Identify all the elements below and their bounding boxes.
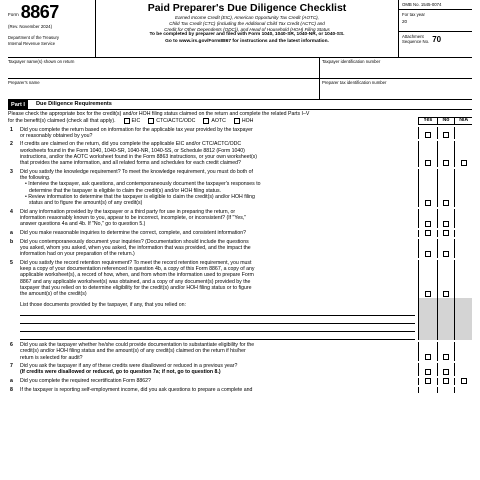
preparer-name-field[interactable]: Preparer's name [8, 79, 320, 99]
indent [8, 298, 20, 340]
checkbox-no[interactable] [443, 200, 449, 206]
checkbox-yes[interactable] [425, 200, 431, 206]
checkbox-no[interactable] [443, 378, 449, 384]
answer-columns [418, 239, 472, 258]
column-header-na: N/A [454, 117, 472, 125]
question-line: the amount(s) of the credit(s) [20, 291, 87, 298]
checkbox-no[interactable] [443, 251, 449, 257]
question-line: Did you make reasonable inquiries to determine the correct, complete, and consistent information? [20, 229, 247, 236]
answer-cell-no [437, 260, 455, 298]
question-line: Did you contemporaneously document your inquiries? (Documentation should include the questions [20, 238, 249, 245]
question-text [20, 169, 418, 207]
answer-column-headers [418, 117, 472, 125]
attachment-sequence [399, 32, 472, 46]
checkbox-yes[interactable] [425, 160, 431, 166]
department-name: Department of the Treasury [8, 35, 59, 41]
checkbox-na[interactable] [461, 378, 467, 384]
checkbox-no[interactable] [443, 230, 449, 236]
question-line: worksheets found in the Form 1040, 1040-SR, 1040-NR, 1040-SS, or Schedule 8812 (Form 1040) [20, 147, 245, 154]
answer-cell-na [454, 239, 472, 258]
form-number: 8867 [20, 2, 59, 22]
question-number: 2 [10, 141, 13, 148]
subtitle-line: Child Tax Credit (CTC) (including the Additional Child Tax Credit (ACTC) and [169, 20, 325, 26]
question-line: Did any information provided by the taxpayer or a third party for use in preparing the return, or [20, 208, 236, 215]
answer-cell-yes [419, 378, 437, 385]
answer-cell-na [454, 169, 472, 207]
form-header [8, 0, 472, 58]
checkbox-no[interactable] [443, 132, 449, 138]
answer-columns [418, 342, 472, 361]
question-number: 8 [10, 386, 13, 393]
preparer-ptin-field[interactable]: Preparer tax identification number [322, 80, 387, 85]
attachment-label: Attachment [402, 34, 424, 40]
question-number: b [10, 238, 14, 245]
answer-cell-no [437, 209, 455, 228]
omb-number: OMB No. 1545-0074 [399, 0, 472, 10]
answer-cell-na [454, 342, 472, 361]
question-line: information reasonably known to you, appear to be incorrect, incomplete, or inconsistent? (If "Yes," [20, 214, 247, 221]
question-line: credit(s) and/or HOH filing status and the amount(s) of any credit(s) claimed on the return if his/her [20, 348, 246, 355]
bullet-line: • Interview the taxpayer, ask questions, and contemporaneously document the taxpayer's responses to [25, 181, 261, 188]
answer-cell-na [454, 127, 472, 140]
answer-cell-no [437, 378, 455, 385]
answer-columns [418, 141, 472, 166]
answer-columns [418, 230, 472, 237]
question-line: Did you satisfy the record retention requirement? To meet the record retention requirement, you must [20, 259, 252, 266]
checkbox-no[interactable] [443, 291, 449, 297]
answer-columns [418, 209, 472, 228]
document-list-block [8, 298, 472, 340]
sequence-number: 70 [432, 34, 442, 44]
question-line: applicable worksheet(s), a record of how, when, and from whom the information used to prepare Form [20, 272, 254, 279]
answer-cell-no [437, 127, 455, 140]
option-label: CTC/ACTC/ODC [156, 117, 196, 124]
question-line: the following. [20, 174, 51, 181]
question-text [20, 127, 418, 140]
checkbox-na[interactable] [461, 160, 467, 166]
question-number: a [10, 377, 13, 384]
answer-columns [418, 169, 472, 207]
form-word: Form [8, 12, 19, 18]
question-row [8, 230, 472, 237]
filing-instruction: To be completed by preparer and filed with Form 1040, 1040-SR, 1040-NR, or 1040-SS. [149, 32, 345, 38]
answer-cell-yes [419, 127, 437, 140]
question-row [8, 209, 472, 228]
question-number: 1 [10, 126, 13, 133]
question-row [8, 363, 472, 376]
answer-cell-no [437, 342, 455, 361]
question-number: 3 [10, 168, 13, 175]
website-instruction: Go to www.irs.gov/Form8867 for instructions and the latest information. [165, 38, 329, 44]
checkbox-no[interactable] [443, 354, 449, 360]
answer-cell-yes [419, 342, 437, 361]
subtitle-line: Credit for Other Dependents (ODC)), and Head of Household (HOH) Filing Status [164, 26, 330, 32]
question-instruction: (If credits were disallowed or reduced, go to question 7a; if not, go to question 8.) [20, 369, 221, 376]
document-entry-line[interactable] [20, 324, 415, 332]
bullet-line: • Review information to determine that the taxpayer is eligible to claim the credit(s) and/or HOH filing [25, 193, 255, 200]
answer-columns [418, 387, 472, 393]
answer-cell-yes [419, 387, 437, 393]
preparer-name-row [8, 79, 472, 100]
question-row [8, 260, 472, 298]
form-number-block [8, 3, 95, 21]
taxpayer-id-field[interactable]: Taxpayer identification number [322, 59, 381, 64]
checkbox-yes[interactable] [425, 221, 431, 227]
answer-cell-yes [419, 169, 437, 207]
tax-year-value[interactable]: 20 [402, 19, 408, 25]
question-text [20, 387, 418, 393]
taxpayer-name-row [8, 58, 472, 79]
question-line: 8867 and any applicable worksheet(s) was obtained, and a copy of any document(s) provided by the [20, 278, 251, 285]
column-header-row [8, 117, 472, 125]
agency-name: Internal Revenue Service [8, 40, 56, 46]
question-line: you asked, whom you asked, when you asked, the information that was provided, and the impact the [20, 245, 251, 251]
answer-cell-no [437, 387, 455, 393]
answer-cell-no [437, 230, 455, 237]
question-line: information had on your preparation of the return.) [20, 251, 135, 258]
document-entry-line[interactable] [20, 316, 415, 324]
answer-cell-no [437, 169, 455, 207]
question-number: a [10, 229, 13, 236]
bullet-line: determine that the taxpayer is eligible to claim the credit(s) and/or HOH filing status. [29, 187, 222, 194]
answer-cell-yes [419, 363, 437, 376]
question-line: taxpayer that you relied on to determine eligibility for the credit(s) and/or HOH filing status or to figure [20, 285, 252, 292]
option-label: AOTC [211, 117, 226, 124]
form-title-block [96, 0, 398, 57]
answer-cell-yes [419, 260, 437, 298]
checkbox-no[interactable] [443, 160, 449, 166]
part-title: Due Diligence Requirements [36, 101, 112, 108]
option-label: EIC [131, 117, 141, 124]
question-row [8, 378, 472, 385]
column-header-yes: Yes [419, 117, 437, 125]
question-row [8, 239, 472, 258]
checkbox-yes[interactable] [425, 251, 431, 257]
question-line: Did you ask the taxpayer if any of these credits were disallowed or reduced in a previous year? [20, 363, 238, 370]
question-line: If the taxpayer is reporting self-employment income, did you ask questions to prepare a complete and [20, 386, 253, 393]
subtitle-line: Earned Income Credit (EIC), American Opportunity Tax Credit (AOTC), [175, 15, 319, 21]
question-line: or reasonably obtained by you? [20, 132, 93, 139]
answer-columns [418, 363, 472, 376]
question-line: Did you satisfy the knowledge requirement? To meet the knowledge requirement, you must do both of [20, 168, 253, 175]
question-text [20, 209, 418, 228]
agency-block [8, 35, 95, 46]
answer-cell-no [437, 239, 455, 258]
question-number: 5 [10, 259, 13, 266]
document-entry-line[interactable] [20, 308, 415, 316]
header-spacer [8, 117, 418, 125]
attachment-labels [402, 34, 429, 44]
taxpayer-name-field[interactable]: Taxpayer name(s) shown on return [8, 58, 320, 78]
question-line: Did you ask the taxpayer whether he/she could provide documentation to substantiate eligibility for the [20, 342, 255, 349]
question-line: answer questions 4a and 4b. If "No," go to question 5.) [20, 221, 146, 228]
question-row [8, 169, 472, 207]
question-table [8, 117, 472, 394]
answer-cell-na [454, 363, 472, 376]
question-text [20, 230, 418, 237]
document-list-prompt: List those documents provided by the taxpayer, if any, that you relied on: [20, 301, 187, 308]
answer-columns [418, 378, 472, 385]
form-subtitle [102, 15, 392, 32]
instruction-line: for the benefit(s) claimed (check all that apply). [8, 117, 116, 124]
question-text [20, 363, 418, 376]
answer-cell-na [454, 298, 472, 340]
answer-cell-yes [419, 141, 437, 166]
tax-year-label: For tax year [402, 12, 425, 18]
answer-cell-na [454, 378, 472, 385]
answer-columns [418, 127, 472, 140]
part-header [8, 100, 472, 110]
question-row [8, 342, 472, 361]
answer-cell-na [454, 230, 472, 237]
revision-date: (Rev. November 2024) [8, 24, 53, 29]
part-tag: Part I [8, 100, 28, 110]
checkbox-no[interactable] [443, 221, 449, 227]
checkbox-yes[interactable] [425, 291, 431, 297]
question-line: keep a copy of your documentation referenced in question 4b, a copy of this Form 8867, a copy of any [20, 266, 255, 273]
checkbox-yes[interactable] [425, 378, 431, 384]
question-text [20, 141, 418, 166]
form-meta-block [398, 0, 472, 57]
answer-columns [418, 298, 472, 340]
checkbox-no[interactable] [443, 369, 449, 375]
question-line: that provides the same information, and all related forms and schedules for each credit claimed? [20, 160, 241, 167]
question-row [8, 387, 472, 393]
answer-cell-yes [419, 230, 437, 237]
answer-columns [418, 260, 472, 298]
option-label: HOH [241, 117, 254, 124]
question-row [8, 127, 472, 140]
answer-cell-na [454, 260, 472, 298]
question-text [20, 239, 418, 258]
question-line: Did you complete the required recertification Form 8862? [20, 377, 151, 384]
question-line: If credits are claimed on the return, did you complete the applicable EIC and/or CTC/ACTC/ODC [20, 141, 242, 148]
document-entry-line[interactable] [20, 332, 415, 340]
checkbox-yes[interactable] [425, 354, 431, 360]
question-line: return is selected for audit? [20, 354, 83, 361]
question-text [20, 260, 418, 298]
answer-cell-no [437, 298, 455, 340]
question-line: Did you complete the return based on information for the applicable tax year provided by the taxpayer [20, 126, 253, 133]
form-id-block [8, 0, 96, 57]
answer-cell-yes [419, 209, 437, 228]
bullet-line: status and to figure the amount(s) of any credit(s) [29, 200, 143, 207]
question-text [20, 378, 418, 385]
answer-cell-na [454, 141, 472, 166]
document-list [20, 298, 418, 340]
form-title: Paid Preparer's Due Diligence Checklist [147, 2, 347, 14]
question-row [8, 141, 472, 166]
answer-cell-no [437, 141, 455, 166]
question-number: 7 [10, 363, 13, 370]
answer-cell-no [437, 363, 455, 376]
tax-year-cell [399, 10, 472, 32]
sequence-label: Sequence No. [402, 39, 430, 45]
answer-cell-yes [419, 239, 437, 258]
question-line: instructions, and/or the AOTC worksheet found in the Form 8863 instructions, or your own worksheet(s) [20, 153, 258, 160]
answer-cell-na [454, 387, 472, 393]
question-number: 6 [10, 342, 13, 349]
answer-cell-yes [419, 298, 437, 340]
question-number: 4 [10, 208, 13, 215]
checkbox-yes[interactable] [425, 132, 431, 138]
checkbox-yes[interactable] [425, 369, 431, 375]
answer-cell-na [454, 209, 472, 228]
instruction-line: Please check the appropriate box for the credit(s) and/or HOH filing status claimed on the return and complete the related Parts I–V [8, 111, 310, 117]
checkbox-yes[interactable] [425, 230, 431, 236]
column-header-no: No [437, 117, 455, 125]
question-text [20, 342, 418, 361]
